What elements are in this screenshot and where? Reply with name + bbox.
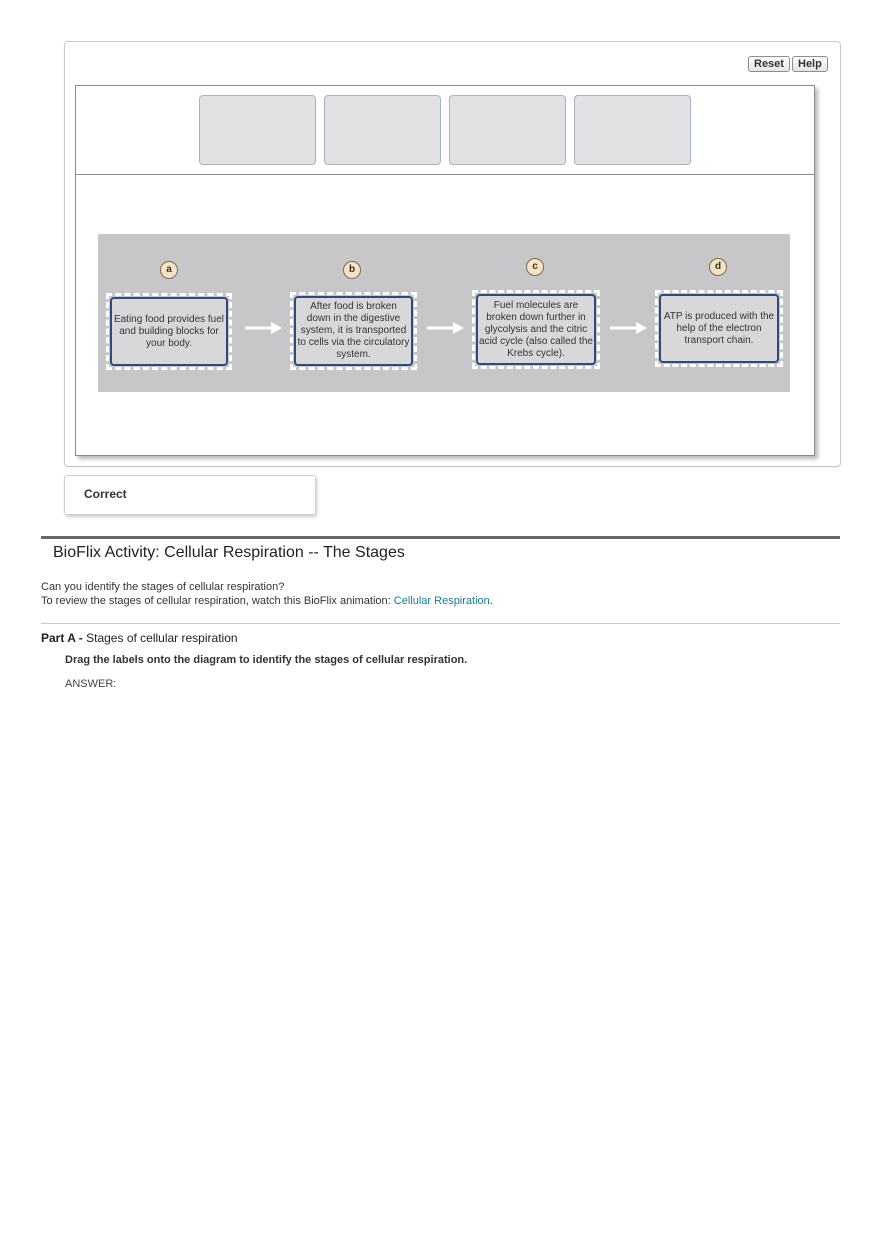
review-text: To review the stages of cellular respiration, watch this BioFlix animation: bbox=[41, 595, 394, 607]
label-slot[interactable] bbox=[449, 95, 566, 165]
stage-c-description: Fuel molecules are broken down further in glycolysis and the citric acid cycle (also called the Krebs cycle). bbox=[476, 294, 596, 365]
review-suffix: . bbox=[489, 595, 493, 607]
stage-a-description: Eating food provides fuel and building blocks for your body. bbox=[110, 297, 228, 366]
section-divider bbox=[41, 536, 840, 539]
label-slot[interactable] bbox=[199, 95, 316, 165]
feedback-box bbox=[64, 475, 316, 515]
part-a-title bbox=[41, 631, 238, 645]
help-button[interactable]: Help bbox=[792, 56, 828, 72]
right-arrow-icon bbox=[244, 320, 284, 336]
activity-title: BioFlix Activity: Cellular Respiration -- The Stages bbox=[53, 544, 405, 561]
stage-a-badge: a bbox=[160, 261, 178, 279]
label-slot[interactable] bbox=[574, 95, 691, 165]
stage-c-drop-target[interactable] bbox=[472, 290, 600, 369]
feedback-status: Correct bbox=[84, 487, 127, 501]
activity-intro bbox=[41, 580, 493, 608]
part-a-prefix: Part A - bbox=[41, 631, 87, 645]
answer-label: ANSWER: bbox=[65, 678, 117, 690]
stage-b-description: After food is broken down in the digestive system, it is transported to cells via the circulatory system. bbox=[294, 296, 413, 366]
stage-d-description: ATP is produced with the help of the electron transport chain. bbox=[659, 294, 779, 363]
right-arrow-icon bbox=[609, 320, 649, 336]
part-a-instruction: Drag the labels onto the diagram to identify the stages of cellular respiration. bbox=[65, 654, 468, 666]
right-arrow-icon bbox=[426, 320, 466, 336]
respiration-stages-diagram bbox=[98, 234, 790, 392]
stage-b-badge: b bbox=[343, 261, 361, 279]
intro-question: Can you identify the stages of cellular respiration? bbox=[41, 581, 285, 593]
cellular-respiration-link[interactable]: Cellular Respiration bbox=[393, 595, 490, 607]
part-divider bbox=[41, 623, 840, 624]
intro-review bbox=[41, 594, 493, 608]
label-bank bbox=[76, 86, 814, 175]
label-slot[interactable] bbox=[324, 95, 441, 165]
stage-b-drop-target[interactable] bbox=[290, 292, 417, 370]
stage-d-drop-target[interactable] bbox=[655, 290, 783, 367]
stage-d-badge: d bbox=[709, 258, 727, 276]
reset-button[interactable]: Reset bbox=[748, 56, 790, 72]
activity-workspace bbox=[75, 85, 815, 456]
stage-a-drop-target[interactable] bbox=[106, 293, 232, 370]
part-a-name: Stages of cellular respiration bbox=[86, 631, 238, 645]
labeling-activity-panel bbox=[64, 41, 841, 467]
stage-c-badge: c bbox=[526, 258, 544, 276]
